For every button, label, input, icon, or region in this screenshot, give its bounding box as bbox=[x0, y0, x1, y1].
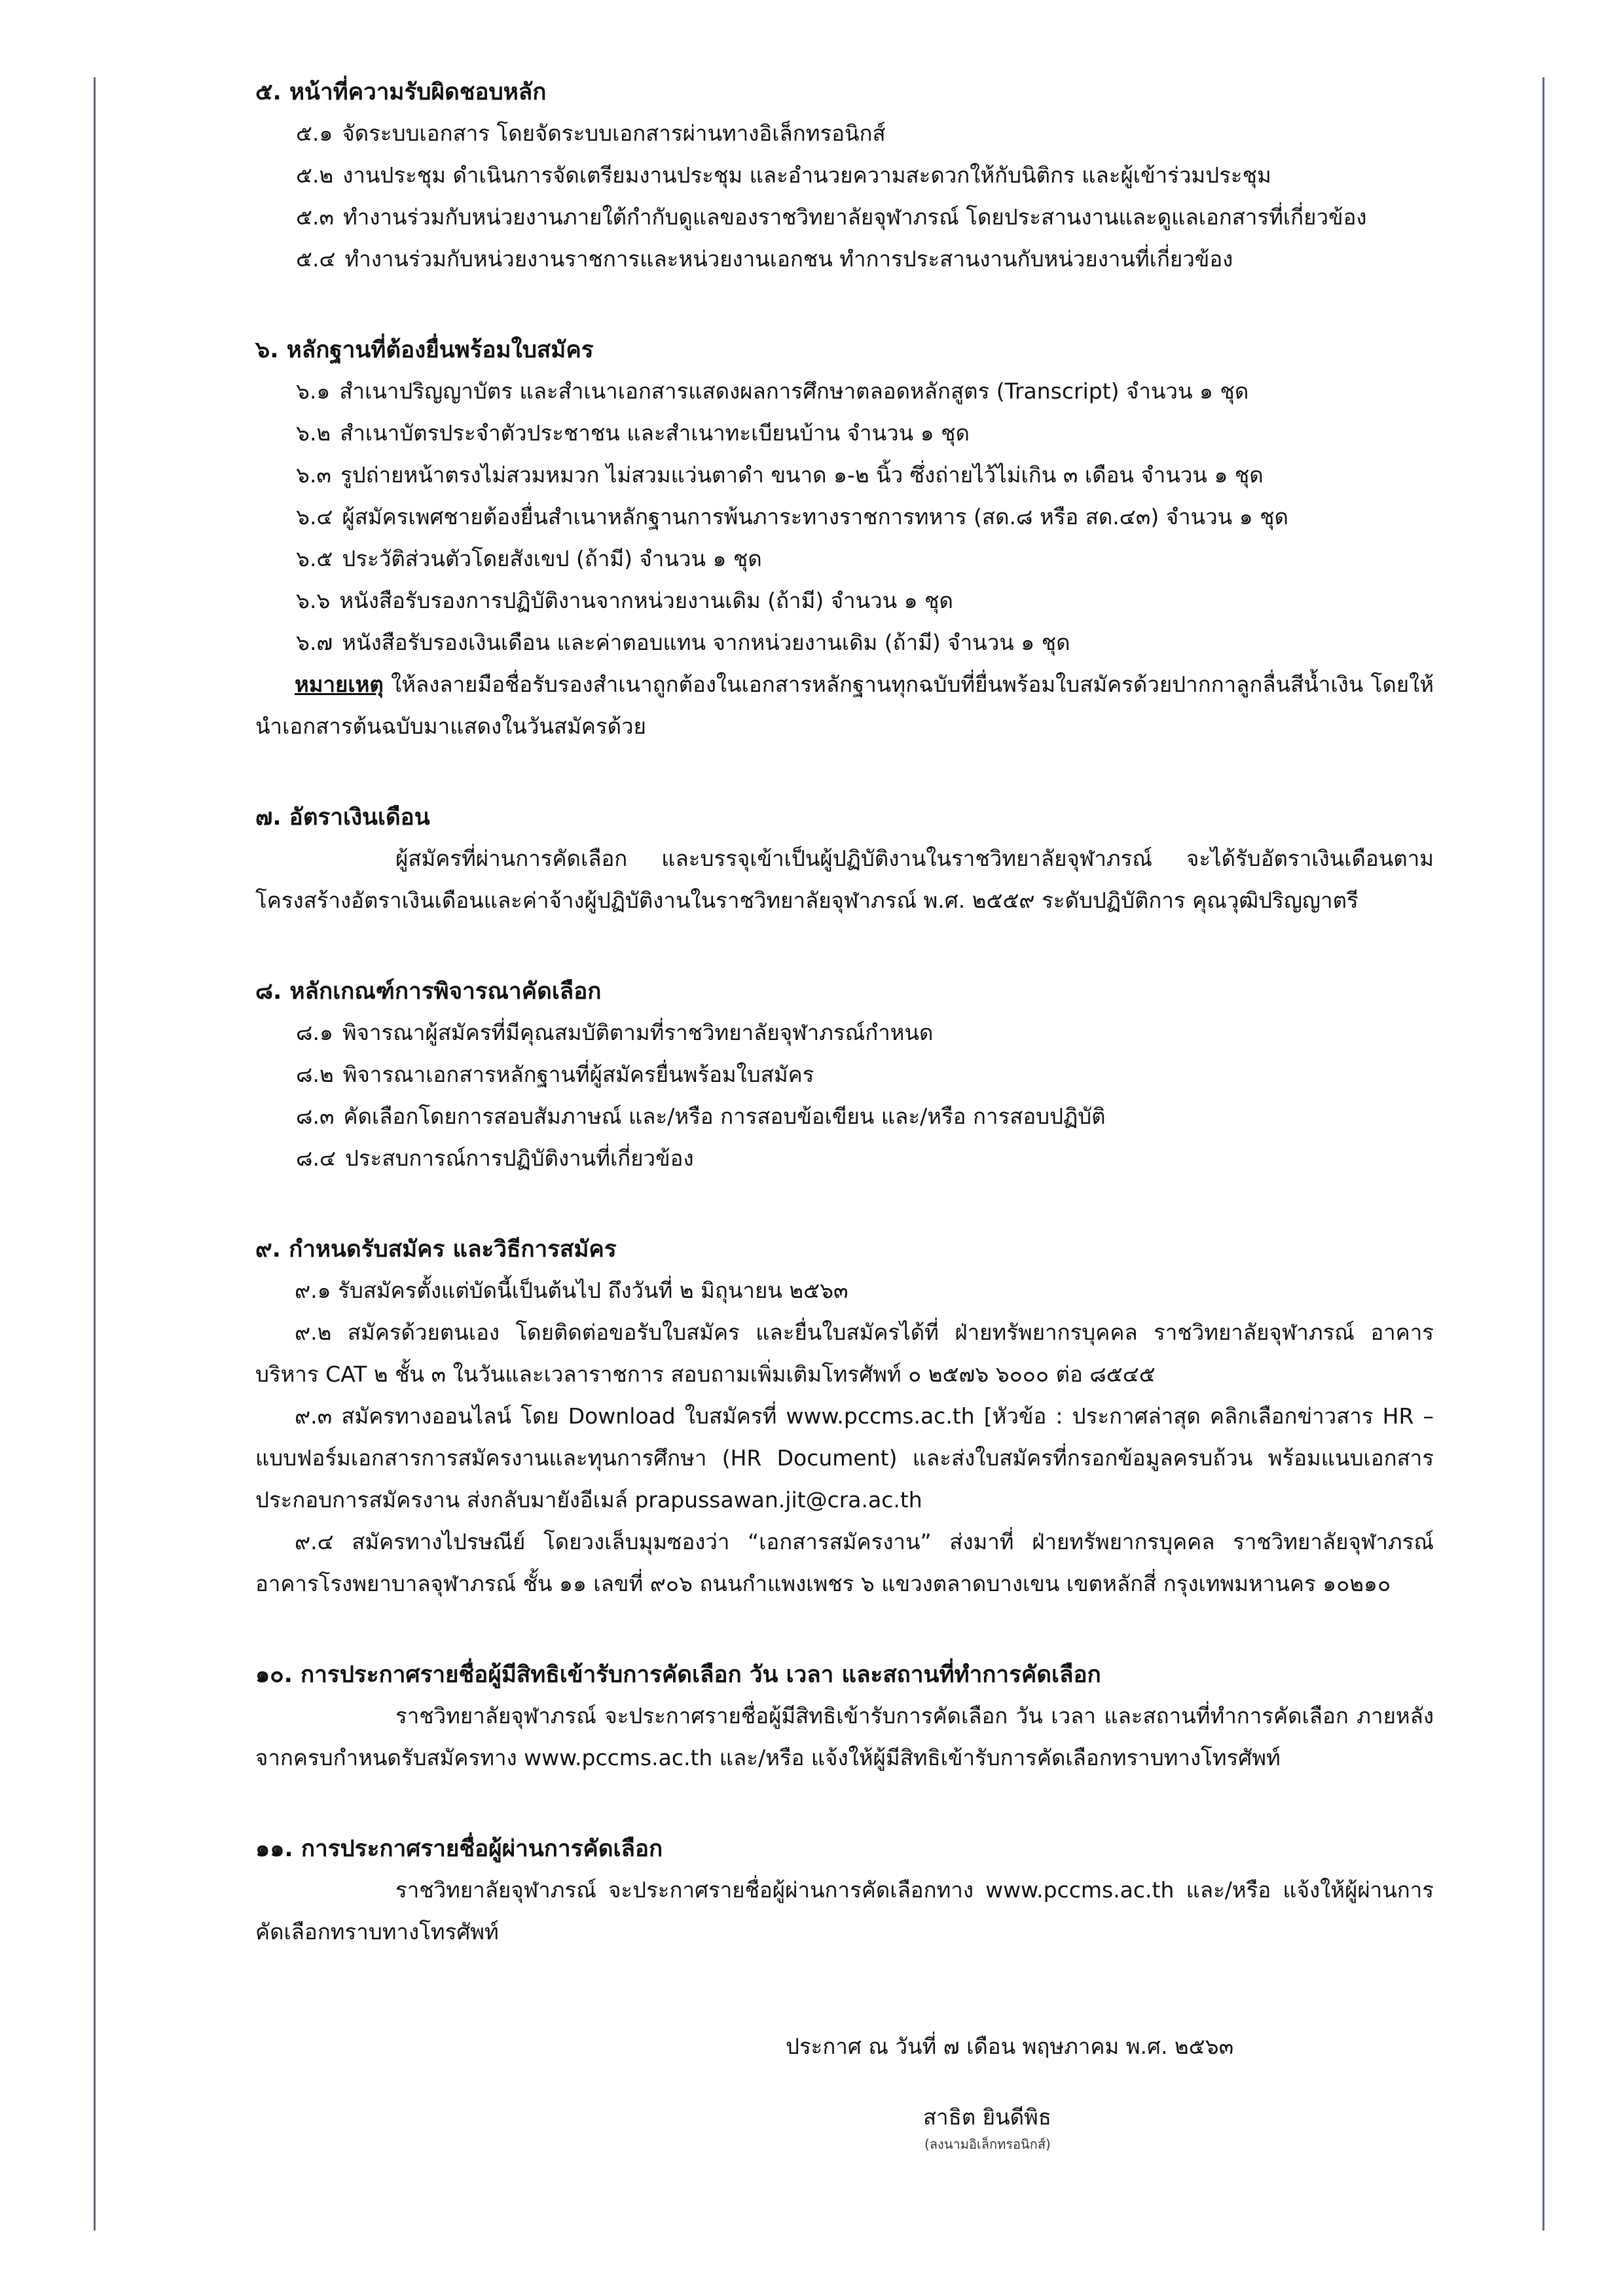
item-number: ๕.๑ bbox=[296, 120, 333, 146]
section-11-text: ราชวิทยาลัยจุฬาภรณ์ จะประกาศรายชื่อผู้ผ่านการคัดเลือกทาง www.pccms.ac.th และ/หรือ แจ้งให้ผู้ผ่านการคัดเลือกทราบทางโทรศัพท์ bbox=[255, 1877, 1434, 1945]
list-item bbox=[255, 622, 1434, 664]
item-text: สมัครด้วยตนเอง โดยติดต่อขอรับใบสมัคร และยื่นใบสมัครได้ที่ ฝ่ายทรัพยากรบุคคล ราชวิทยาลัยจุฬาภรณ์ อาคารบริหาร CAT ๒ ชั้น ๓ ในวันและเวลาราชการ สอบถามเพิ่มเติมโทรศัพท์ ๐ ๒๕๗๖ ๖๐๐๐ ต่อ ๘๕๔๕ bbox=[255, 1319, 1434, 1387]
item-text: ทำงานร่วมกับหน่วยงานราชการและหน่วยงานเอกชน ทำการประสานงานกับหน่วยงานที่เกี่ยวข้อง bbox=[344, 246, 1233, 272]
section-6 bbox=[255, 330, 1434, 747]
left-margin-line bbox=[94, 77, 96, 2231]
item-number: ๖.๒ bbox=[296, 420, 331, 446]
item-text: หนังสือรับรองการปฏิบัติงานจากหน่วยงานเดิม (ถ้ามี) จำนวน ๑ ชุด bbox=[339, 588, 953, 613]
right-margin-line bbox=[1542, 77, 1544, 2231]
note-label: หมายเหตุ bbox=[295, 672, 384, 697]
item-number: ๘.๓ bbox=[296, 1103, 335, 1129]
item-text: สมัครทางไปรษณีย์ โดยวงเล็บมุมซองว่า “เอกสารสมัครงาน” ส่งมาที่ ฝ่ายทรัพยากรบุคคล ราชวิทยาลัยจุฬาภรณ์ อาคารโรงพยาบาลจุฬาภรณ์ ชั้น ๑๑ เลขที่ ๙๐๖ ถนนกำแพงเพชร ๖ แขวงตลาดบางเขน เขตหลักสี่ กรุงเทพมหานคร ๑๐๒๑๐ bbox=[255, 1529, 1434, 1596]
item-number: ๘.๔ bbox=[296, 1145, 336, 1171]
signer-name: สาธิต ยินดีพิธ bbox=[923, 2104, 1051, 2130]
list-item bbox=[255, 1270, 1434, 1312]
item-number: ๖.๗ bbox=[296, 630, 333, 655]
note-text: ให้ลงลายมือชื่อรับรองสำเนาถูกต้องในเอกสารหลักฐานทุกฉบับที่ยื่นพร้อมใบสมัครด้วยปากกาลูกลื่นสีน้ำเงิน โดยให้นำเอกสารต้นฉบับมาแสดงในวันสมัครด้วย bbox=[255, 672, 1434, 739]
list-item bbox=[255, 1054, 1434, 1096]
section-7-heading: ๗. อัตราเงินเดือน bbox=[255, 804, 430, 831]
item-number: ๘.๒ bbox=[296, 1062, 334, 1087]
signer-note: (ลงนามอิเล็กทรอนิกส์) bbox=[924, 2136, 1051, 2152]
item-text: คัดเลือกโดยการสอบสัมภาษณ์ และ/หรือ การสอบข้อเขียน และ/หรือ การสอบปฏิบัติ bbox=[343, 1103, 1106, 1129]
section-10-heading: ๑๐. การประกาศรายชื่อผู้มีสิทธิเข้ารับการคัดเลือก วัน เวลา และสถานที่ทำการคัดเลือก bbox=[255, 1662, 1101, 1688]
section-9 bbox=[255, 1229, 1434, 1605]
section-10 bbox=[255, 1655, 1434, 1779]
signature-block bbox=[786, 2026, 1375, 2152]
item-number: ๖.๕ bbox=[296, 546, 333, 571]
section-5 bbox=[255, 72, 1434, 280]
list-item bbox=[255, 538, 1434, 580]
item-text: สมัครทางออนไลน์ โดย Download ใบสมัครที่ www.pccms.ac.th [หัวข้อ : ประกาศล่าสุด คลิกเลือกข่าวสาร HR – แบบฟอร์มเอกสารการสมัครงานและทุนการศึกษา (HR Document) และส่งใบสมัครที่กรอกข้อมูลครบถ้วน พร้อมแนบเอกสารประกอบการสมัครงาน ส่งกลับมายังอีเมล์ prapussawan.jit@cra.ac.th bbox=[255, 1403, 1434, 1513]
list-item bbox=[255, 412, 1434, 454]
item-number: ๖.๓ bbox=[296, 462, 331, 488]
item-text: ผู้สมัครเพศชายต้องยื่นสำเนาหลักฐานการพ้นภาระทางราชการทหาร (สด.๘ หรือ สด.๔๓) จำนวน ๑ ชุด bbox=[342, 504, 1288, 529]
item-number: ๖.๔ bbox=[296, 504, 333, 529]
list-item bbox=[255, 1012, 1434, 1054]
item-text: พิจารณาผู้สมัครที่มีคุณสมบัติตามที่ราชวิทยาลัยจุฬาภรณ์กำหนด bbox=[342, 1020, 934, 1045]
item-text: สำเนาปริญญาบัตร และสำเนาเอกสารแสดงผลการศึกษาตลอดหลักสูตร (Transcript) จำนวน ๑ ชุด bbox=[339, 378, 1249, 404]
section-8 bbox=[255, 971, 1434, 1179]
list-item bbox=[255, 454, 1434, 496]
announcement-date: ประกาศ ณ วันที่ ๗ เดือน พฤษภาคม พ.ศ. ๒๕๖๓ bbox=[786, 2034, 1234, 2059]
list-item bbox=[255, 154, 1434, 196]
list-item bbox=[255, 1395, 1434, 1521]
item-text: ประสบการณ์การปฏิบัติงานที่เกี่ยวข้อง bbox=[344, 1145, 694, 1171]
item-text: งานประชุม ดำเนินการจัดเตรียมงานประชุม และอำนวยความสะดวกให้กับนิติกร และผู้เข้าร่วมประชุม bbox=[342, 162, 1271, 188]
item-number: ๙.๑ bbox=[295, 1278, 331, 1303]
list-item bbox=[255, 496, 1434, 538]
item-text: สำเนาบัตรประจำตัวประชาชน และสำเนาทะเบียนบ้าน จำนวน ๑ ชุด bbox=[340, 420, 970, 446]
list-item bbox=[255, 370, 1434, 412]
list-item bbox=[255, 113, 1434, 154]
item-text: ทำงานร่วมกับหน่วยงานภายใต้กำกับดูแลของราชวิทยาลัยจุฬาภรณ์ โดยประสานงานและดูแลเอกสารที่เกี่ยวข้อง bbox=[343, 204, 1367, 230]
item-text: ประวัติส่วนตัวโดยสังเขป (ถ้ามี) จำนวน ๑ ชุด bbox=[342, 546, 762, 571]
list-item bbox=[255, 1312, 1434, 1395]
item-number: ๕.๒ bbox=[296, 162, 334, 188]
item-text: จัดระบบเอกสาร โดยจัดระบบเอกสารผ่านทางอิเล็กทรอนิกส์ bbox=[342, 120, 886, 146]
item-number: ๕.๔ bbox=[296, 246, 336, 272]
section-11-heading: ๑๑. การประกาศรายชื่อผู้ผ่านการคัดเลือก bbox=[255, 1836, 663, 1862]
item-number: ๕.๓ bbox=[296, 204, 335, 230]
section-10-text: ราชวิทยาลัยจุฬาภรณ์ จะประกาศรายชื่อผู้มีสิทธิเข้ารับการคัดเลือก วัน เวลา และสถานที่ทำการคัดเลือก ภายหลังจากครบกำหนดรับสมัครทาง www.pccms.ac.th และ/หรือ แจ้งให้ผู้มีสิทธิเข้ารับการคัดเลือกทราบทางโทรศัพท์ bbox=[255, 1703, 1434, 1770]
list-item bbox=[255, 580, 1434, 622]
item-number: ๙.๒ bbox=[295, 1319, 332, 1345]
item-text: รูปถ่ายหน้าตรงไม่สวมหมวก ไม่สวมแว่นตาดำ ขนาด ๑-๒ นิ้ว ซึ่งถ่ายไว้ไม่เกิน ๓ เดือน จำนวน ๑ ชุด bbox=[340, 462, 1264, 488]
item-text: รับสมัครตั้งแต่บัดนี้เป็นต้นไป ถึงวันที่ ๒ มิถุนายน ๒๕๖๓ bbox=[338, 1278, 848, 1303]
section-8-heading: ๘. หลักเกณฑ์การพิจารณาคัดเลือก bbox=[255, 978, 602, 1005]
section-5-heading: ๕. หน้าที่ความรับผิดชอบหลัก bbox=[255, 79, 547, 105]
item-number: ๙.๓ bbox=[295, 1403, 333, 1429]
list-item bbox=[255, 1096, 1434, 1138]
section-9-heading: ๙. กำหนดรับสมัคร และวิธีการสมัคร bbox=[255, 1236, 617, 1263]
item-text: หนังสือรับรองเงินเดือน และค่าตอบแทน จากหน่วยงานเดิม (ถ้ามี) จำนวน ๑ ชุด bbox=[342, 630, 1070, 655]
item-number: ๙.๔ bbox=[295, 1529, 334, 1554]
item-text: พิจารณาเอกสารหลักฐานที่ผู้สมัครยื่นพร้อมใบสมัคร bbox=[342, 1062, 814, 1087]
item-number: ๘.๑ bbox=[296, 1020, 333, 1045]
list-item bbox=[255, 1138, 1434, 1179]
section-11 bbox=[255, 1829, 1434, 1953]
list-item bbox=[255, 1521, 1434, 1605]
document-body bbox=[255, 72, 1434, 2003]
section-7-text: ผู้สมัครที่ผ่านการคัดเลือก และบรรจุเข้าเป็นผู้ปฏิบัติงานในราชวิทยาลัยจุฬาภรณ์ จะได้รับอัตราเงินเดือนตามโครงสร้างอัตราเงินเดือนและค่าจ้างผู้ปฏิบัติงานในราชวิทยาลัยจุฬาภรณ์ พ.ศ. ๒๕๕๙ ระดับปฏิบัติการ คุณวุฒิปริญญาตรี bbox=[255, 846, 1434, 913]
section-7 bbox=[255, 797, 1434, 922]
note-paragraph bbox=[255, 664, 1434, 747]
list-item bbox=[255, 238, 1434, 280]
list-item bbox=[255, 196, 1434, 238]
item-number: ๖.๖ bbox=[296, 588, 331, 613]
item-number: ๖.๑ bbox=[296, 378, 331, 404]
section-6-heading: ๖. หลักฐานที่ต้องยื่นพร้อมใบสมัคร bbox=[255, 337, 594, 363]
